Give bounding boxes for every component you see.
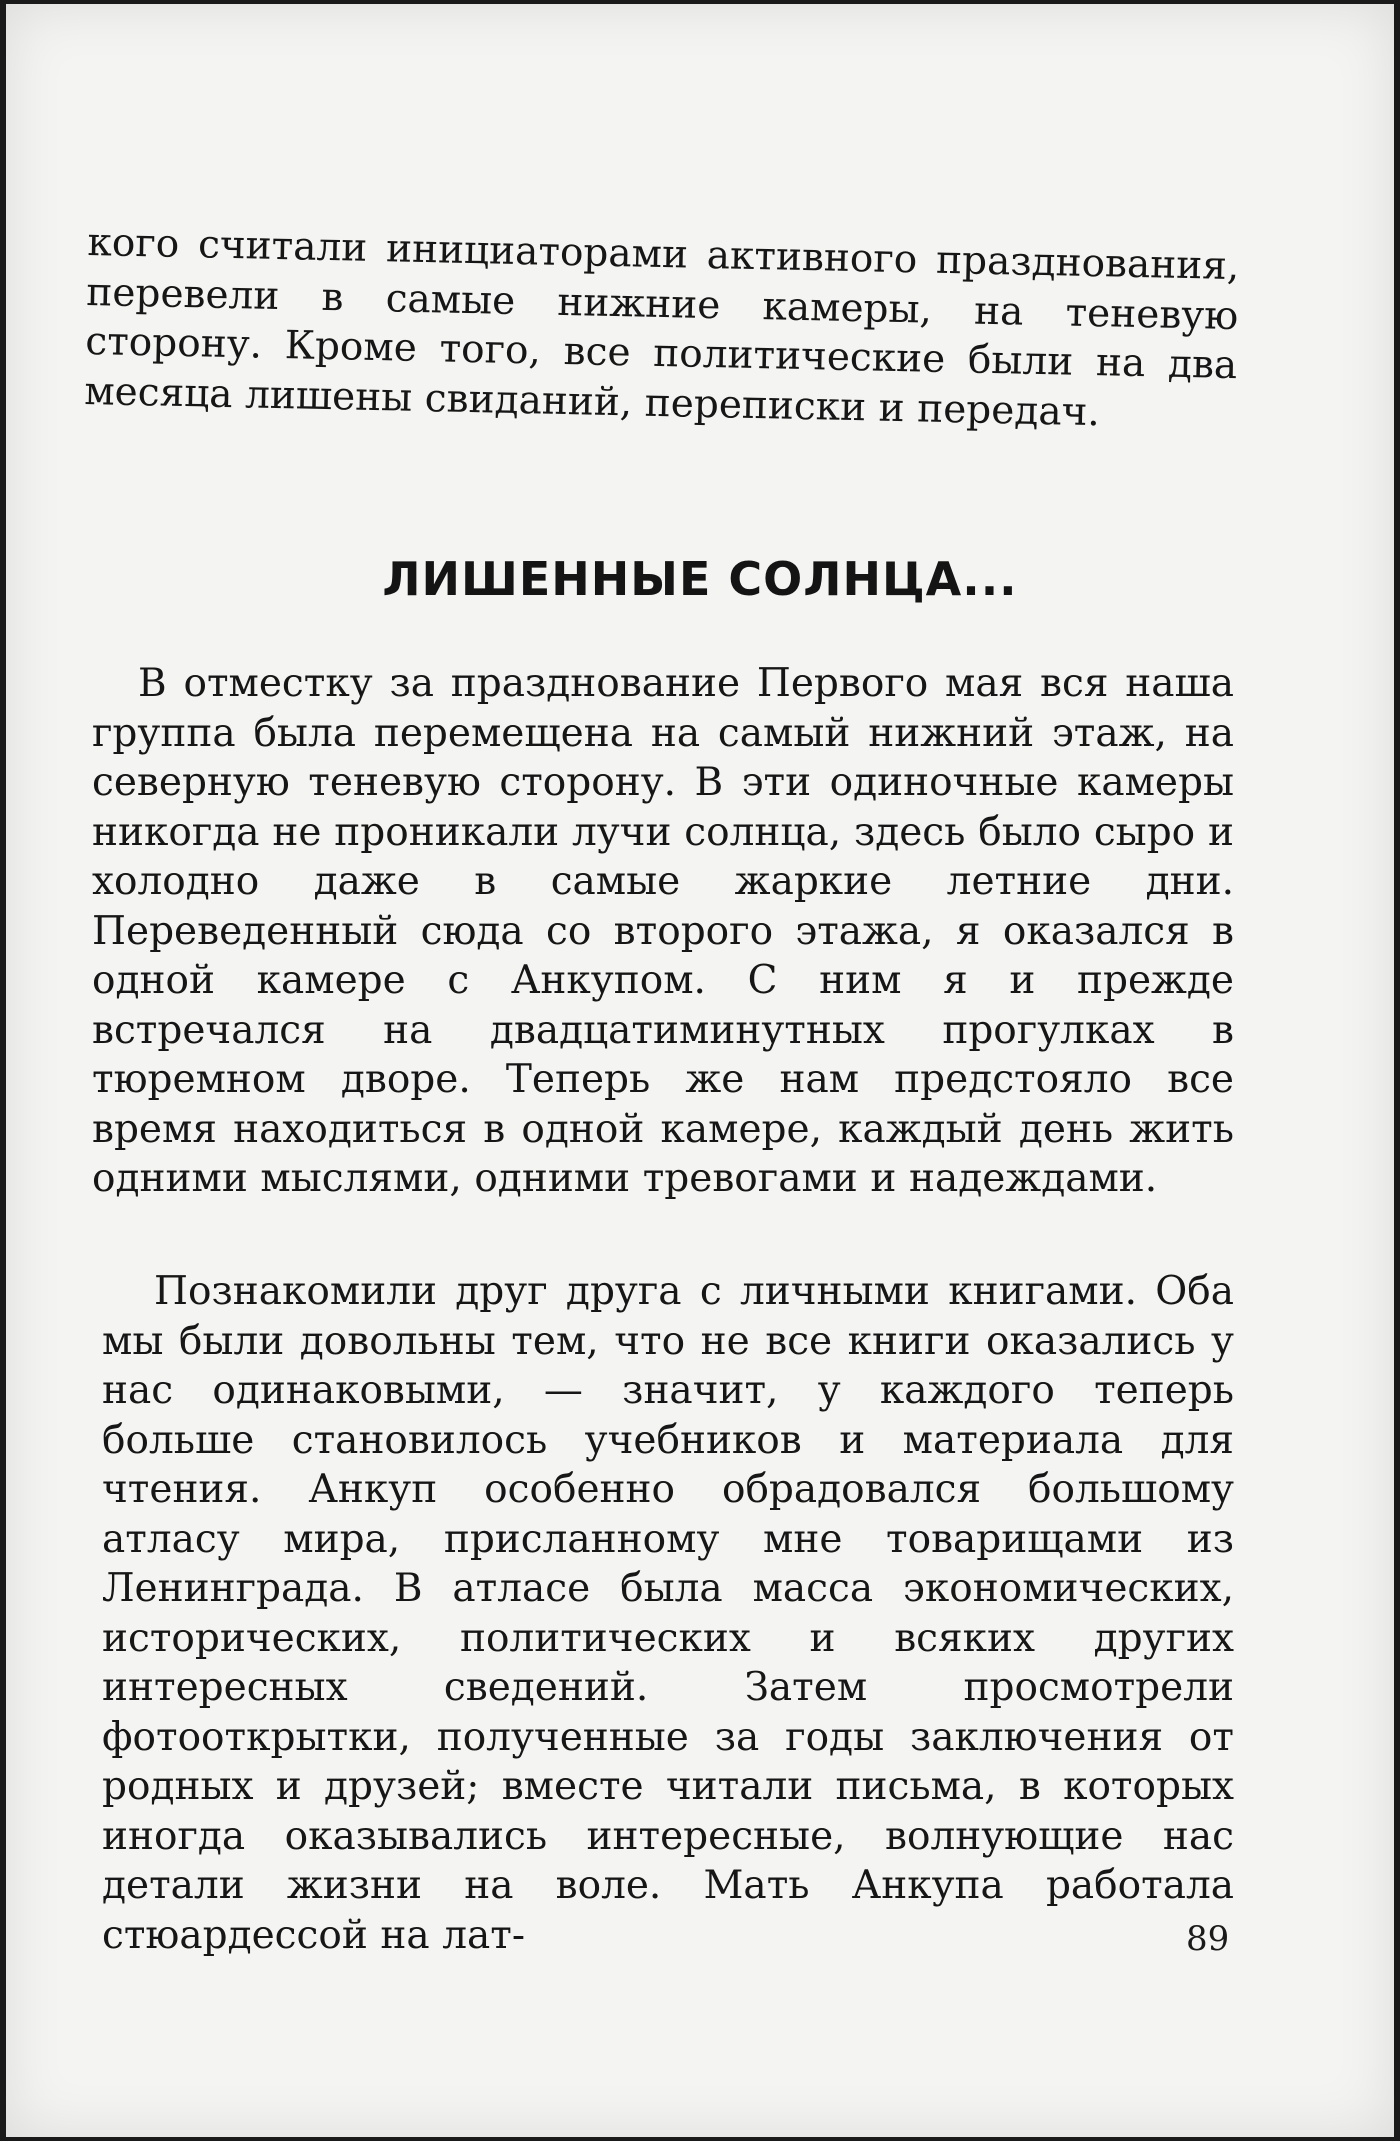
- page-number: 89: [1186, 1919, 1230, 1959]
- body-paragraph-1: В отместку за празднование Первого мая вся наша группа была перемещена на самый нижний этаж, на северную теневую сторону. В эти одиночные камеры никогда не проникали лучи солнца, здесь было сыро и холодно даже в самые жаркие летние дни. Переведенный сюда со второго этажа, я оказался в одной камере с Анкупом. С ним я и прежде встречался на двадцатиминутных прогулках в тюремном дворе. Теперь же нам предстояло все время находиться в одной камере, каждый день жить одними мыслями, одними тревогами и надеждами.: [92, 661, 1234, 1201]
- body-paragraph-2: Познакомили друг друга с личными книгами. Оба мы были довольны тем, что не все книги оказались у нас одинаковыми, — значит, у каждого теперь больше становилось учебников и материала для чтения. Анкуп особенно обрадовался большому атласу мира, присланному мне товарищами из Ленинграда. В атласе была масса экономических, исторических, политических и всяких других интересных сведений. Затем просмотрели фотооткрытки, полученные за годы заключения от родных и друзей; вместе читали письма, в которых иногда оказывались интересные, волнующие нас детали жизни на воле. Мать Анкупа работала стюардессой на лат-: [102, 1269, 1234, 1958]
- continuation-paragraph: кого считали инициаторами активного празднования, перевели в самые нижние камеры, на теневую сторону. Кроме того, все политические были на два месяца лишены свиданий, переписки и передач.: [83, 219, 1240, 435]
- chapter-title: ЛИШЕННЫЕ СОЛНЦА...: [382, 552, 1018, 606]
- book-page: [6, 4, 1394, 2137]
